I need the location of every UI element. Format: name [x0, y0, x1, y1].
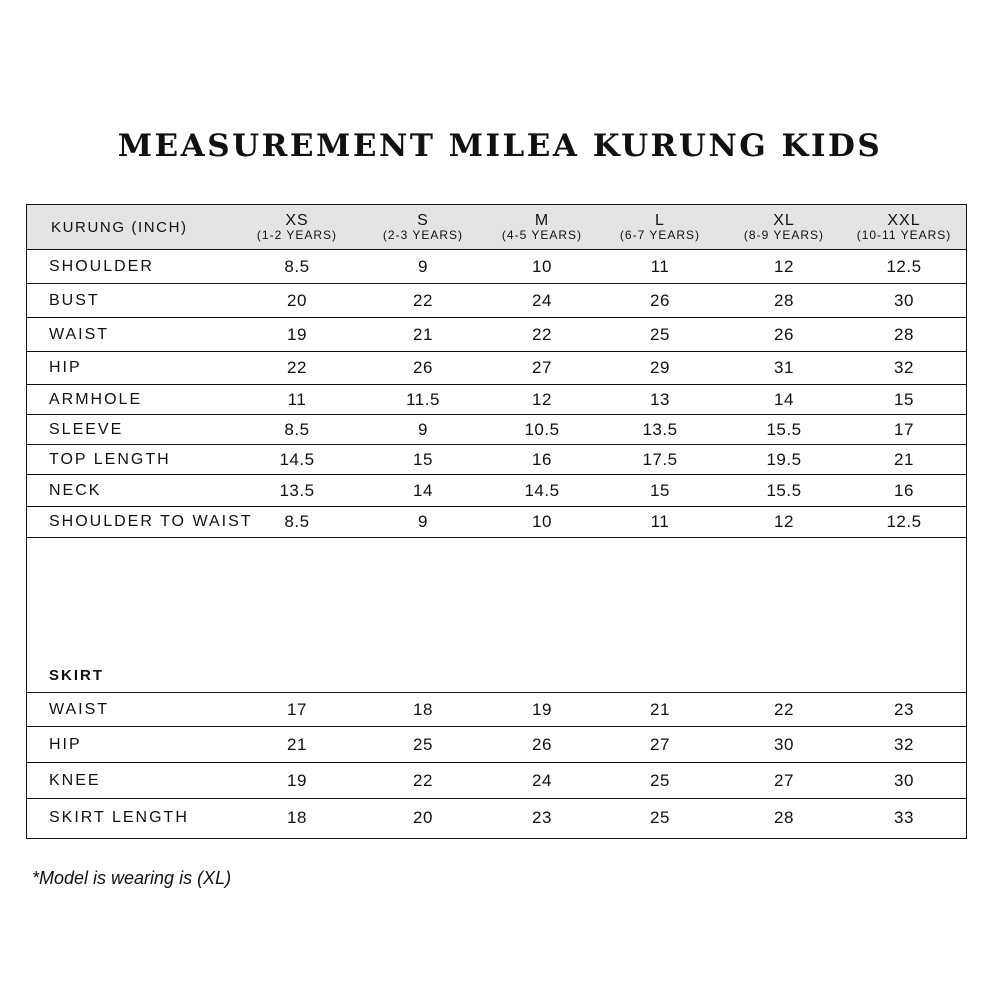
table-cell: 22: [774, 699, 794, 719]
table-cell: 22: [532, 324, 552, 344]
table-cell: 27: [532, 358, 552, 377]
table-cell: 15.5: [766, 419, 802, 439]
table-cell: 20: [287, 290, 307, 310]
table-cell: 26: [532, 734, 552, 754]
table-cell: 18: [287, 808, 307, 827]
table-row: [27, 445, 966, 475]
table-cell: 12.5: [886, 512, 922, 531]
row-label: KNEE: [49, 771, 101, 789]
table-cell: 21: [287, 734, 307, 754]
table-row: [27, 693, 966, 727]
table-cell: 9: [418, 256, 428, 276]
table-cell: 13: [650, 389, 670, 409]
table-row: [27, 318, 966, 352]
table-cell: 29: [650, 358, 670, 377]
table-cell: 8.5: [284, 419, 310, 439]
table-cell: 10.5: [524, 419, 560, 439]
table-cell: 30: [774, 734, 794, 754]
row-label: SHOULDER TO WAIST: [49, 513, 253, 530]
header-label: KURUNG (INCH): [51, 218, 188, 236]
size-name: M: [534, 211, 550, 229]
table-row: [27, 475, 966, 507]
size-header-l: [600, 205, 720, 249]
table-cell: 12: [774, 512, 794, 531]
table-cell: 22: [287, 358, 307, 377]
row-label: WAIST: [49, 325, 110, 343]
row-label: BUST: [49, 291, 100, 309]
table-cell: 21: [650, 699, 670, 719]
table-cell: 13.5: [642, 419, 678, 439]
table-cell: 14.5: [279, 449, 315, 469]
table-row: [27, 385, 966, 415]
size-age: (2-3 YEARS): [382, 228, 464, 243]
table-row: [27, 250, 966, 284]
row-label: SLEEVE: [49, 420, 124, 438]
table-cell: 14: [774, 389, 794, 409]
table-cell: 10: [532, 512, 552, 531]
skirt-section-header: [27, 538, 966, 693]
skirt-label: SKIRT: [49, 667, 104, 684]
table-cell: 26: [774, 324, 794, 344]
table-row: [27, 799, 966, 837]
model-note: *Model is wearing is (XL): [32, 868, 232, 888]
table-cell: 28: [774, 808, 794, 827]
table-cell: 19: [287, 770, 307, 790]
page-title: MEASUREMENT MILEA KURUNG KIDS: [117, 128, 883, 164]
table-cell: 33: [894, 808, 914, 827]
table-cell: 32: [894, 734, 914, 754]
table-cell: 22: [413, 770, 433, 790]
table-cell: 14.5: [524, 480, 560, 500]
table-cell: 21: [894, 449, 914, 469]
row-label: NECK: [49, 481, 102, 499]
table-cell: 27: [774, 770, 794, 790]
table-cell: 17: [894, 419, 914, 439]
table-cell: 16: [532, 449, 552, 469]
row-label: TOP LENGTH: [49, 450, 171, 468]
table-row: [27, 415, 966, 445]
size-age: (4-5 YEARS): [501, 228, 583, 243]
table-cell: 19.5: [766, 449, 802, 469]
table-cell: 19: [287, 324, 307, 344]
table-cell: 32: [894, 358, 914, 377]
table-cell: 9: [418, 512, 428, 531]
table-cell: 25: [650, 324, 670, 344]
table-cell: 28: [774, 290, 794, 310]
table-cell: 27: [650, 734, 670, 754]
table-cell: 21: [413, 324, 433, 344]
table-row: [27, 507, 966, 538]
table-cell: 31: [774, 358, 794, 377]
table-cell: 30: [894, 290, 914, 310]
size-name: XXL: [887, 211, 921, 229]
table-cell: 22: [413, 290, 433, 310]
table-cell: 23: [532, 808, 552, 827]
size-header-m: [482, 205, 602, 249]
size-header-xxl: [844, 205, 964, 249]
table-cell: 11: [650, 512, 670, 531]
table-cell: 20: [413, 808, 433, 827]
table-cell: 28: [894, 324, 914, 344]
table-cell: 8.5: [284, 256, 310, 276]
size-age: (8-9 YEARS): [743, 228, 825, 243]
size-name: S: [417, 211, 429, 229]
size-age: (1-2 YEARS): [256, 228, 338, 243]
row-label: SKIRT LENGTH: [49, 809, 189, 826]
table-cell: 30: [894, 770, 914, 790]
table-cell: 18: [413, 699, 433, 719]
size-header-xl: [724, 205, 844, 249]
table-cell: 15: [894, 389, 914, 409]
size-name: XS: [285, 211, 309, 229]
table-cell: 19: [532, 699, 552, 719]
size-age: (10-11 YEARS): [856, 228, 952, 243]
size-header-xs: [237, 205, 357, 249]
table-cell: 14: [413, 480, 433, 500]
row-label: HIP: [49, 735, 82, 753]
table-cell: 15.5: [766, 480, 802, 500]
table-header-row: [27, 205, 966, 250]
size-header-s: [363, 205, 483, 249]
row-label: HIP: [49, 359, 82, 376]
row-label: ARMHOLE: [49, 390, 143, 408]
measurement-table: [26, 204, 967, 839]
table-row: [27, 284, 966, 318]
table-cell: 24: [532, 770, 552, 790]
size-name: XL: [773, 211, 795, 229]
table-cell: 26: [413, 358, 433, 377]
table-cell: 17.5: [642, 449, 678, 469]
table-cell: 25: [650, 808, 670, 827]
table-cell: 25: [413, 734, 433, 754]
row-label: SHOULDER: [49, 257, 154, 275]
table-cell: 24: [532, 290, 552, 310]
table-cell: 11: [287, 389, 307, 409]
size-name: L: [655, 211, 665, 229]
table-cell: 15: [413, 449, 433, 469]
table-cell: 26: [650, 290, 670, 310]
table-cell: 25: [650, 770, 670, 790]
table-cell: 9: [418, 419, 428, 439]
table-row: [27, 727, 966, 763]
table-cell: 13.5: [279, 480, 315, 500]
table-cell: 11: [650, 256, 670, 276]
table-cell: 11.5: [406, 389, 440, 409]
table-cell: 12.5: [886, 256, 922, 276]
table-cell: 15: [650, 480, 670, 500]
table-cell: 12: [774, 256, 794, 276]
table-cell: 16: [894, 480, 914, 500]
table-row: [27, 352, 966, 385]
table-cell: 17: [287, 699, 307, 719]
table-row: [27, 763, 966, 799]
size-age: (6-7 YEARS): [619, 228, 701, 243]
table-cell: 12: [532, 389, 552, 409]
row-label: WAIST: [49, 700, 110, 718]
table-cell: 8.5: [284, 512, 310, 531]
table-cell: 10: [532, 256, 552, 276]
table-cell: 23: [894, 699, 914, 719]
